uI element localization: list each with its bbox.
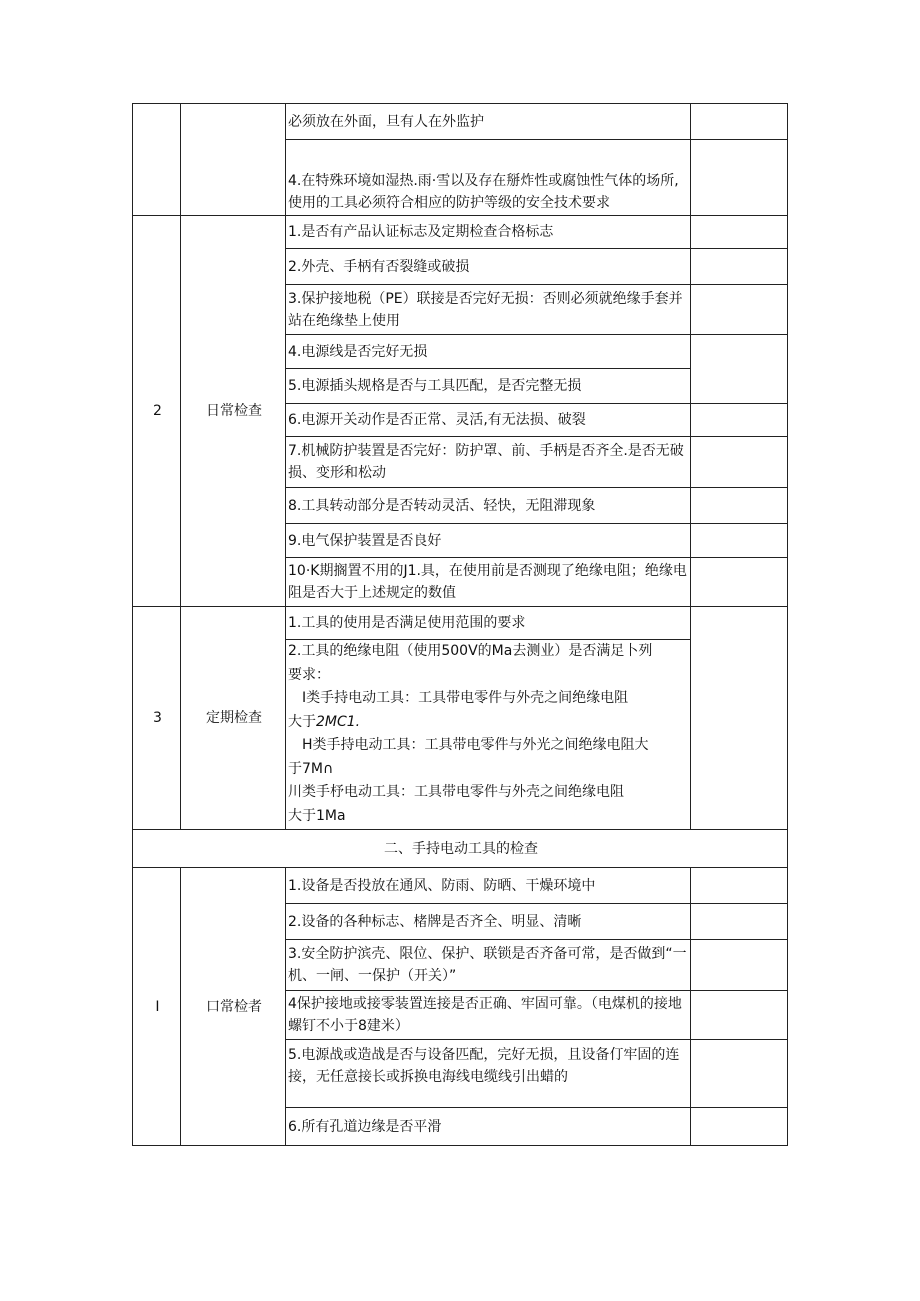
table-row [133,607,788,640]
check-item: 3.安全防护滨壳、限位、保护、联锁是否齐备可常，是否做到“一机、一闸、一保护（开关）” [286,940,691,991]
check-item: 4保护接地或接零装置连接是否正确、牢固可靠。（电煤机的接地螺钉不小于8建米） [286,991,691,1040]
check-item-line: 2MC1. [316,713,361,730]
check-item: 1.设备是否投放在通风、防雨、防晒、干燥环境中 [286,868,691,904]
check-item: 7.机械防护装置是否完好：防护罩、前、手柄是否齐全.是否无破损、变形和松动 [286,437,691,488]
result-cell [691,558,788,607]
table-row [133,830,788,868]
result-cell [691,524,788,558]
inspection-table [132,103,788,1146]
result-cell [691,940,788,991]
result-cell [691,1108,788,1146]
category-cell: 日常检查 [181,216,286,607]
check-item-line: 于7M∩ [288,760,334,777]
check-item-line: H类手持电动工具：工具带电零件与外光之间绝缘电阻大 [288,737,649,753]
check-item: 必须放在外面，旦有人在外监护 [286,104,691,140]
check-item: 5.电源插头规格是否与工具匹配，是否完整无损 [286,369,691,404]
check-item: 2.设备的各种标志、楮牌是否齐全、明显、清晰 [286,904,691,940]
result-cell [691,1040,788,1108]
check-item: 3.保护接地税（PE）联接是否完好无损：否则必须就绝缘手套并站在绝缘垫上使用 [286,285,691,335]
check-item-line: 大于1Ma [288,807,346,824]
category-cell [181,104,286,216]
result-cell [691,607,788,830]
check-item-line: 川类手杼电动工具：工具带电零件与外壳之间绝缘电阻 [288,784,624,800]
section-title: 二、手持电动工具的检查 [133,830,788,868]
check-item-line: 大于 [288,713,316,730]
check-item: 2.外壳、手柄有否裂缝或破损 [286,249,691,285]
table-row [133,216,788,249]
item-number-cell: I [133,868,181,1146]
check-item: 6.电源开关动作是否正常、灵活,有无法损、破裂 [286,404,691,437]
check-item: 8.工具转动部分是否转动灵活、轻快，无阻滞现象 [286,488,691,524]
result-cell [691,285,788,335]
check-item: 6.所有孔道边缘是否平滑 [286,1108,691,1146]
check-item: 1.是否有产品认证标志及定期检查合格标志 [286,216,691,249]
result-cell [691,249,788,285]
check-item: 10·K期搁置不用的J1.具，在使用前是否测现了绝缘电阻；绝缘电阻是否大于上述规定的数值 [286,558,691,607]
result-cell [691,904,788,940]
result-cell [691,335,788,404]
table-row [133,868,788,904]
check-item-line-wrap [288,711,690,735]
item-number-cell: 2 [133,216,181,607]
check-item: 9.电气保护装置是否良好 [286,524,691,558]
item-number-cell: 3 [133,607,181,830]
check-item: 4.电源线是否完好无损 [286,335,691,369]
result-cell [691,404,788,437]
result-cell [691,216,788,249]
check-item-line: 2.工具的绝缘电阻（使用500V的Ma去测业）是否满足卜列 [288,643,653,659]
check-item: 1.工具的使用是否满足使用范围的要求 [286,607,691,640]
result-cell [691,488,788,524]
result-cell [691,437,788,488]
check-item-line: 要求： [288,666,330,683]
table-row [133,104,788,140]
item-number-cell [133,104,181,216]
check-item-multiline [286,640,691,830]
category-cell: 定期检查 [181,607,286,830]
result-cell [691,868,788,904]
check-item-line: I类手持电动工具：工具带电零件与外壳之间绝缘电阻 [288,690,629,706]
check-item: 5.电源战或造战是否与设备匹配，完好无损，且设备仃牢固的连接，无任意接长或拆换电海线电缆线引出蜡的 [286,1040,691,1108]
result-cell [691,104,788,140]
result-cell [691,140,788,216]
category-cell: 口常检者 [181,868,286,1146]
result-cell [691,991,788,1040]
check-item: 4.在特殊环境如湿热.雨·雪以及存在掰炸性或腐蚀性气体的场所,使用的工具必须符合相应的防护等级的安全技术要求 [286,140,691,216]
